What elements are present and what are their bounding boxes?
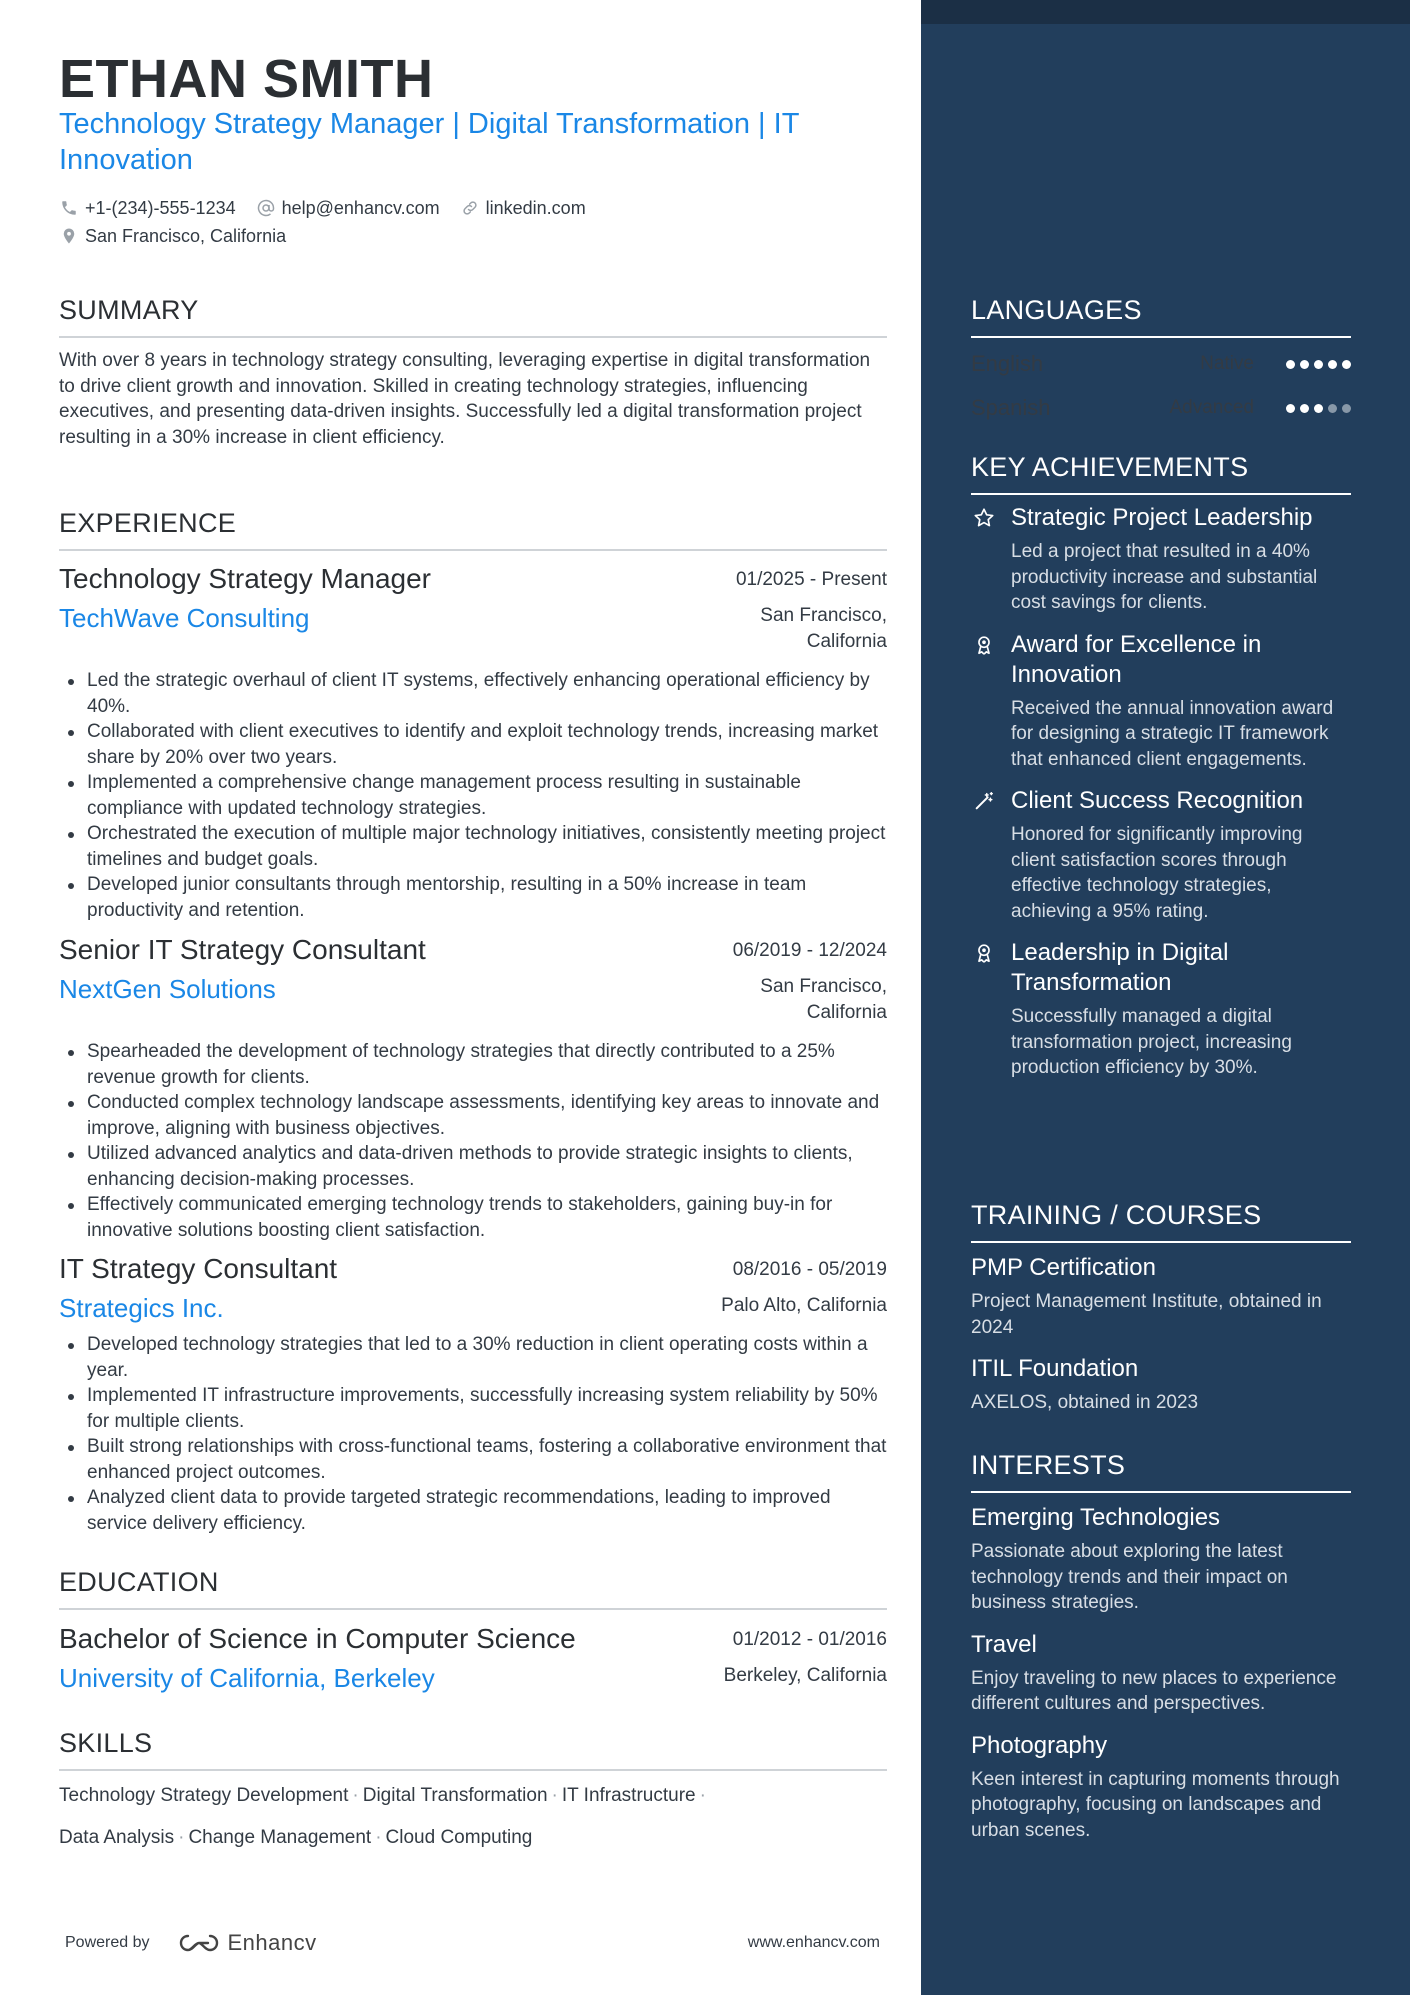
section-title: EXPERIENCE: [59, 508, 887, 551]
proficiency-dot-filled: [1286, 360, 1295, 369]
skill-separator: ·: [551, 1785, 558, 1806]
job-bullets: [59, 668, 887, 923]
site-link[interactable]: www.enhancv.com: [747, 1934, 880, 1951]
education-entry: [59, 1623, 887, 1694]
contact-linkedin[interactable]: linkedin.com: [460, 198, 586, 219]
interest-item: [971, 1630, 1351, 1717]
achievement-title: Award for Excellence in Innovation: [1011, 630, 1262, 688]
list-item: Led the strategic overhaul of client IT systems, effectively enhancing operational efficiency by 40%.: [59, 668, 887, 719]
proficiency-dots: [1286, 404, 1351, 413]
skills-list: [59, 1775, 887, 1859]
list-item: Developed technology strategies that led to a 30% reduction in client operating costs within a year.: [59, 1332, 887, 1383]
list-item: Implemented IT infrastructure improvements, successfully increasing system reliability by 50% for multiple clients.: [59, 1383, 887, 1434]
magic-wand-icon: [971, 786, 997, 924]
phone-icon: [59, 198, 79, 218]
achievement-item: [971, 630, 1351, 773]
language-name: English: [971, 351, 1044, 376]
job-bullets: [59, 1332, 887, 1536]
job-dates: 06/2019 - 12/2024: [732, 940, 887, 961]
languages-section: [971, 295, 1351, 430]
list-item: Utilized advanced analytics and data-driven methods to provide strategic insights to clients, enhancing decision-making processes.: [59, 1141, 887, 1192]
interests-section: [971, 1450, 1351, 1843]
section-title: SKILLS: [59, 1728, 887, 1771]
interest-title: Photography: [971, 1731, 1108, 1759]
list-item: Implemented a comprehensive change management process resulting in sustainable compliance with updated technology strategies.: [59, 770, 887, 821]
proficiency-dot-filled: [1314, 404, 1323, 413]
interest-title: Emerging Technologies: [971, 1504, 1221, 1531]
course-desc: AXELOS, obtained in 2023: [971, 1392, 1199, 1413]
contact-phone: +1-(234)-555-1234: [59, 198, 236, 219]
job-location: San Francisco, California: [760, 976, 887, 1023]
education-dates: 01/2012 - 01/2016: [732, 1629, 887, 1650]
award-ribbon-icon: [971, 630, 997, 773]
contact-email[interactable]: help@enhancv.com: [256, 198, 440, 219]
award-ribbon-icon: [971, 938, 997, 1081]
proficiency-dot-filled: [1342, 360, 1351, 369]
interest-desc: Enjoy traveling to new places to experience different cultures and perspectives.: [971, 1667, 1337, 1714]
brand-name: Enhancv: [227, 1930, 317, 1955]
job-location: San Francisco, California: [760, 605, 887, 652]
list-item: Collaborated with client executives to identify and exploit technology trends, increasing market share by 20% over two years.: [59, 719, 887, 770]
company-name: NextGen Solutions: [59, 974, 276, 1004]
interest-desc: Passionate about exploring the latest technology trends and their impact on business strategies.: [971, 1541, 1288, 1613]
section-title: KEY ACHIEVEMENTS: [971, 452, 1351, 495]
interest-item: [971, 1731, 1351, 1844]
proficiency-dot-filled: [1314, 360, 1323, 369]
section-title: LANGUAGES: [971, 295, 1351, 338]
interest-title: Travel: [971, 1630, 1037, 1658]
section-title: INTERESTS: [971, 1450, 1351, 1493]
powered-by: [65, 1930, 317, 1956]
skill-separator: ·: [178, 1827, 185, 1848]
company-name: TechWave Consulting: [59, 603, 310, 633]
location-pin-icon: [59, 226, 79, 246]
interest-desc: Keen interest in capturing moments through photography, focusing on landscapes and urban scenes.: [971, 1768, 1340, 1841]
course-title: PMP Certification: [971, 1254, 1156, 1281]
skill-item: Data Analysis: [59, 1827, 175, 1848]
section-title: EDUCATION: [59, 1567, 887, 1610]
achievement-item: [971, 786, 1351, 924]
skill-item: IT Infrastructure: [561, 1785, 696, 1806]
proficiency-dot-filled: [1300, 360, 1309, 369]
list-item: Orchestrated the execution of multiple major technology initiatives, consistently meeting project timelines and budget goals.: [59, 821, 887, 872]
enhancv-logo[interactable]: [176, 1930, 317, 1956]
skill-item: Change Management: [188, 1827, 372, 1848]
achievement-desc: Honored for significantly improving client satisfaction scores through effective technology strategies, achieving a 95% rating.: [1011, 824, 1303, 922]
job-dates: 01/2025 - Present: [735, 569, 887, 590]
proficiency-dot-empty: [1342, 404, 1351, 413]
language-level: Native: [1200, 353, 1254, 374]
summary-text: With over 8 years in technology strategy consulting, leveraging expertise in digital transformation to drive client growth and innovation. Skilled in creating technology strategies, influencing executives, and presenting data-driven insights. Successfully led a digital transformation project resulting in a 30% increase in client efficiency.: [59, 350, 871, 448]
skill-separator: ·: [375, 1827, 382, 1848]
job-bullets: [59, 1039, 887, 1243]
course-desc: Project Management Institute, obtained in 2024: [971, 1291, 1322, 1338]
school-name: University of California, Berkeley: [59, 1663, 435, 1693]
proficiency-dot-filled: [1300, 404, 1309, 413]
language-level: Advanced: [1169, 397, 1254, 418]
achievement-desc: Received the annual innovation award for designing a strategic IT framework that enhanced client engagements.: [1011, 697, 1334, 770]
company-name: Strategics Inc.: [59, 1293, 224, 1323]
experience-section: [59, 508, 887, 551]
degree: Bachelor of Science in Computer Science: [59, 1623, 576, 1654]
achievement-title: Strategic Project Leadership: [1011, 504, 1313, 531]
achievements-section: [971, 452, 1351, 1081]
headline: Technology Strategy Manager | Digital Transformation | IT Innovation: [59, 108, 799, 176]
candidate-name: ETHAN SMITH: [59, 49, 434, 109]
interest-item: [971, 1503, 1351, 1616]
skill-item: Technology Strategy Development: [59, 1785, 349, 1806]
section-title: TRAINING / COURSES: [971, 1200, 1351, 1243]
list-item: Analyzed client data to provide targeted strategic recommendations, leading to improved service delivery efficiency.: [59, 1485, 887, 1536]
language-item: [971, 386, 1351, 430]
list-item: Spearheaded the development of technology strategies that directly contributed to a 25% revenue growth for clients.: [59, 1039, 887, 1090]
skill-separator: ·: [699, 1785, 706, 1806]
job-entry: [59, 934, 887, 1243]
course-title: ITIL Foundation: [971, 1355, 1139, 1382]
skill-separator: ·: [352, 1785, 359, 1806]
powered-by-label: Powered by: [65, 1934, 150, 1951]
at-sign-icon: [256, 198, 276, 218]
achievement-item: [971, 938, 1351, 1081]
proficiency-dot-filled: [1286, 404, 1295, 413]
contact-info: [59, 194, 859, 250]
job-title: Technology Strategy Manager: [59, 563, 431, 594]
achievement-item: [971, 503, 1351, 616]
list-item: Effectively communicated emerging technology trends to stakeholders, gaining buy-in for innovative solutions boosting client satisfaction.: [59, 1192, 887, 1243]
job-title: Senior IT Strategy Consultant: [59, 934, 426, 965]
achievement-title: Leadership in Digital Transformation: [1011, 939, 1229, 996]
achievement-desc: Successfully managed a digital transformation project, increasing production efficiency by 30%.: [1011, 1006, 1292, 1078]
infinity-logo-icon: [176, 1931, 222, 1955]
skill-item: Cloud Computing: [385, 1827, 533, 1848]
education-section: [59, 1567, 887, 1610]
skill-item: Digital Transformation: [362, 1785, 548, 1806]
proficiency-dot-empty: [1328, 404, 1337, 413]
job-title: IT Strategy Consultant: [59, 1253, 338, 1284]
list-item: Built strong relationships with cross-functional teams, fostering a collaborative environment that enhanced project outcomes.: [59, 1434, 887, 1485]
section-title: SUMMARY: [59, 295, 887, 338]
list-item: Conducted complex technology landscape assessments, identifying key areas to innovate and improve, aligning with business objectives.: [59, 1090, 887, 1141]
proficiency-dots: [1286, 360, 1351, 369]
contact-location: San Francisco, California: [59, 226, 286, 247]
job-dates: 08/2016 - 05/2019: [732, 1259, 887, 1280]
proficiency-dot-filled: [1328, 360, 1337, 369]
job-entry: [59, 1253, 887, 1536]
training-section: [971, 1200, 1351, 1416]
skills-section: [59, 1728, 887, 1859]
achievement-desc: Led a project that resulted in a 40% productivity increase and substantial cost savings for clients.: [1011, 541, 1318, 613]
achievement-title: Client Success Recognition: [1011, 787, 1304, 814]
list-item: Developed junior consultants through mentorship, resulting in a 50% increase in team productivity and retention.: [59, 872, 887, 923]
language-name: Spanish: [971, 395, 1051, 420]
footer: [65, 1930, 880, 1956]
language-item: [971, 342, 1351, 386]
star-icon: [971, 503, 997, 616]
sidebar-top-bar: [921, 0, 1410, 24]
course-item: [971, 1354, 1351, 1416]
course-item: [971, 1253, 1351, 1340]
link-icon: [460, 198, 480, 218]
summary-section: [59, 295, 887, 450]
job-location: Palo Alto, California: [721, 1295, 887, 1316]
job-entry: [59, 563, 887, 923]
education-location: Berkeley, California: [723, 1665, 887, 1686]
